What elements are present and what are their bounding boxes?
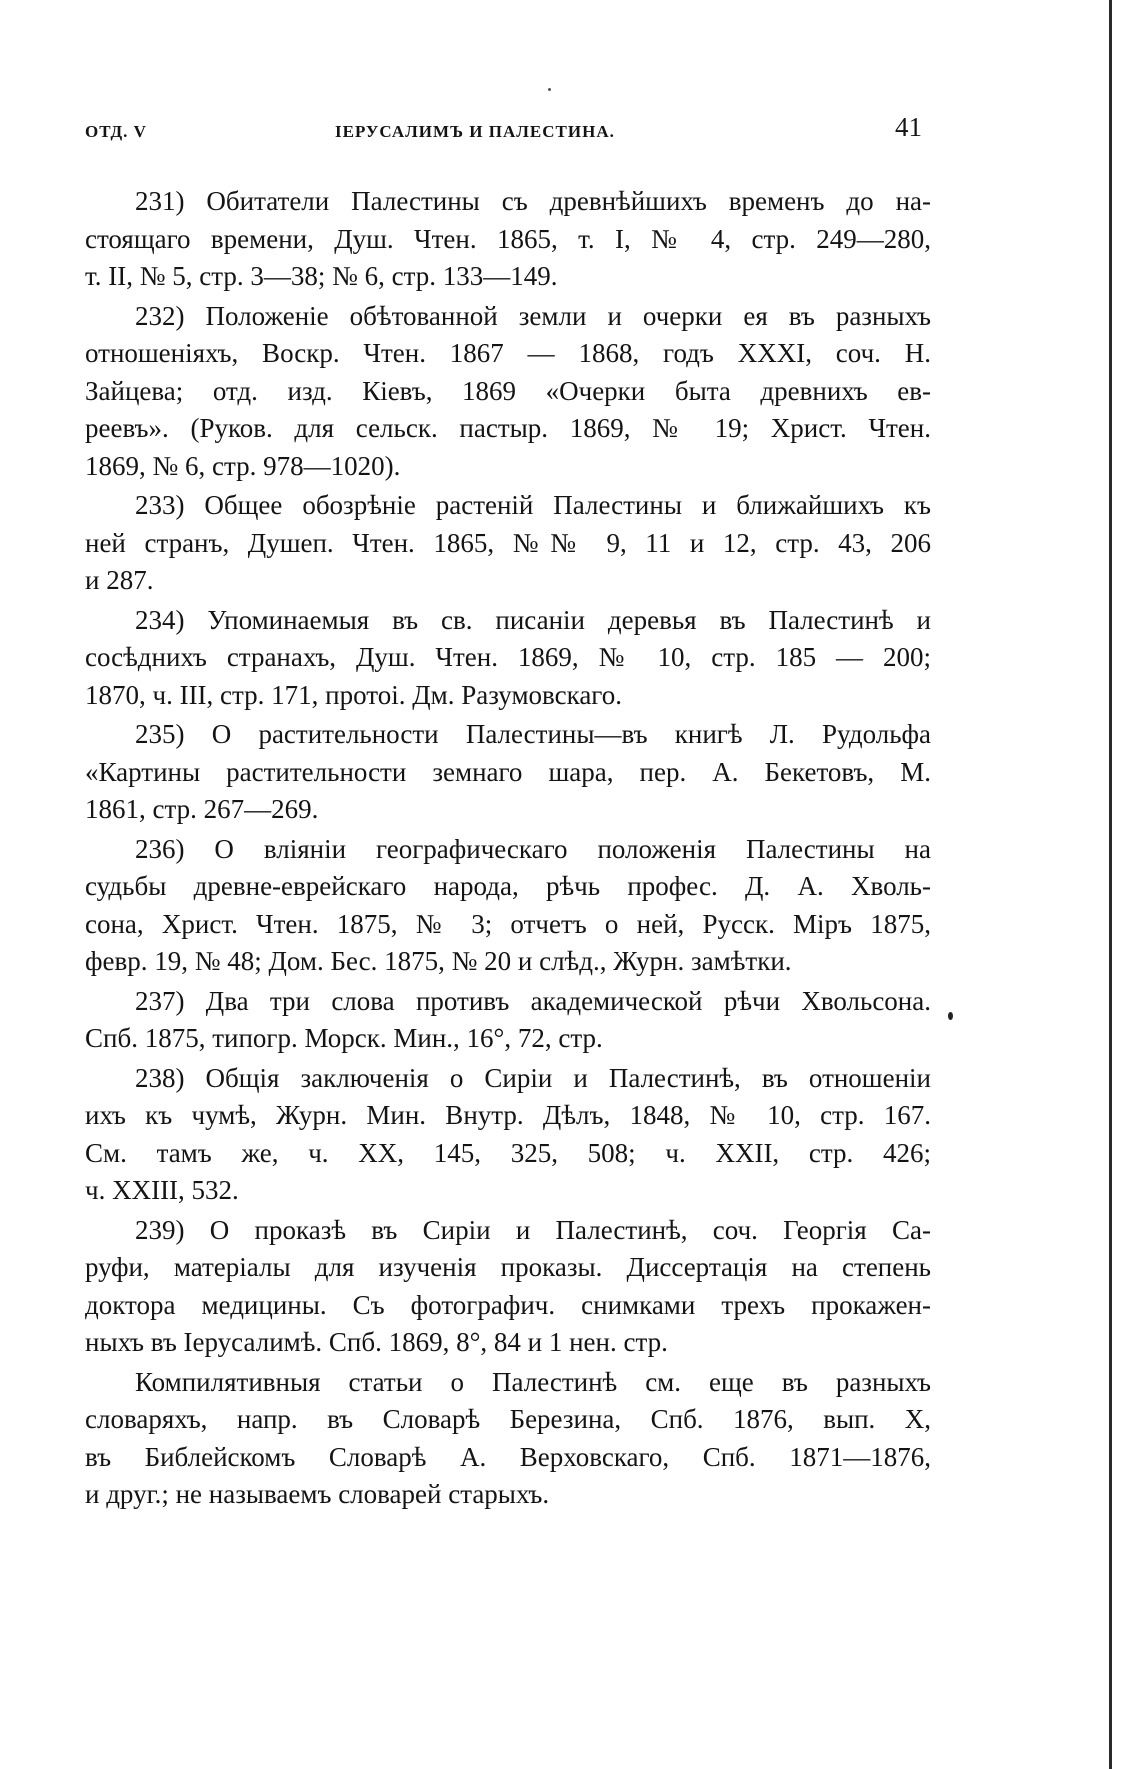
bibliography-entry — [85, 1364, 931, 1514]
entry-line: 238) Общія заключенія о Сиріи и Палестинѣ, въ отношеніи — [135, 1062, 931, 1093]
bibliography-entry — [85, 183, 931, 296]
entry-line: въ Библейскомъ Словарѣ А. Верховскаго, Спб. 1871—1876, — [85, 1441, 931, 1472]
entry-line: и друг.; не называемъ словарей старыхъ. — [85, 1479, 550, 1509]
entry-line: См. тамъ же, ч. XX, 145, 325, 508; ч. XXII, стр. 426; — [85, 1137, 931, 1168]
entry-line: руфи, матеріалы для изученія проказы. Диссертація на степень — [85, 1252, 931, 1282]
bibliography-entry — [85, 831, 931, 981]
bibliography-entry — [85, 602, 931, 715]
entry-line: стоящаго времени, Душ. Чтен. 1865, т. I, № 4, стр. 249—280, — [85, 223, 931, 254]
entry-line: ныхъ въ Іерусалимѣ. Спб. 1869, 8°, 84 и 1 нен. стр. — [85, 1327, 668, 1357]
entry-line: словаряхъ, напр. въ Словарѣ Березина, Спб. 1876, вып. X, — [85, 1404, 931, 1434]
entry-line: сона, Христ. Чтен. 1875, № 3; отчетъ о ней, Русск. Міръ 1875, — [85, 908, 931, 939]
entry-line: ней странъ, Душеп. Чтен. 1865, №№ 9, 11 и 12, стр. 43, 206 — [85, 527, 931, 558]
scan-page-edge — [1109, 0, 1112, 1769]
bibliography-entry — [85, 298, 931, 486]
entry-line: 1861, стр. 267—269. — [85, 794, 319, 824]
entry-line: Спб. 1875, типогр. Морск. Мин., 16°, 72, стр. — [85, 1023, 603, 1053]
entry-line: ихъ къ чумѣ, Журн. Мин. Внутр. Дѣлъ, 1848, № 10, стр. 167. — [85, 1100, 931, 1130]
entry-line: Зайцева; отд. изд. Кіевъ, 1869 «Очерки быта древнихъ ев- — [85, 375, 931, 406]
entry-line: 233) Общее обозрѣніе растеній Палестины и ближайшихъ къ — [135, 490, 931, 520]
scan-speck — [948, 1012, 953, 1020]
bibliography-entry — [85, 983, 931, 1058]
entry-line: реевъ». (Руков. для сельск. пастыр. 1869, № 19; Христ. Чтен. — [85, 413, 931, 443]
entry-line: Компилятивныя статьи о Палестинѣ см. еще въ разныхъ — [135, 1366, 931, 1397]
entry-line: ч. XXIII, 532. — [85, 1175, 239, 1205]
running-title: ІЕРУСАЛИМЪ И ПАЛЕСТИНА. — [335, 122, 615, 141]
scan-speck — [548, 88, 551, 91]
bibliography-entry — [85, 487, 931, 600]
entry-line: 235) О растительности Палестины—въ книгѣ Л. Рудольфа — [135, 719, 931, 749]
entry-line: 1870, ч. III, стр. 171, протоі. Дм. Разумовскаго. — [85, 679, 622, 710]
section-label: ОТД. V — [85, 122, 147, 141]
page-number: 41 — [895, 112, 922, 142]
entry-line: 236) О вліяніи географическаго положенія Палестины на — [135, 833, 931, 864]
bibliography-entry — [85, 1060, 931, 1210]
bibliography-list — [85, 183, 931, 1515]
entry-line: 234) Упоминаемыя въ св. писаніи деревья въ Палестинѣ и — [135, 604, 931, 635]
entry-line: т. II, № 5, стр. 3—38; № 6, стр. 133—149. — [85, 261, 558, 291]
entry-line: 1869, № 6, стр. 978—1020). — [85, 450, 401, 481]
entry-line: 232) Положеніе обѣтованной земли и очерки ея въ разныхъ — [135, 300, 931, 331]
bibliography-entry — [85, 1212, 931, 1362]
entry-line: доктора медицины. Съ фотографич. снимками трехъ прокажен- — [85, 1289, 931, 1320]
entry-line: и 287. — [85, 565, 154, 595]
entry-line: 231) Обитатели Палестины съ древнѣйшихъ временъ до на- — [135, 186, 931, 216]
entry-line: февр. 19, № 48; Дом. Бес. 1875, № 20 и слѣд., Журн. замѣтки. — [85, 946, 792, 976]
entry-line: «Картины растительности земнаго шара, пер. А. Бекетовъ, М. — [85, 756, 931, 787]
entry-line: отношеніяхъ, Воскр. Чтен. 1867 — 1868, годъ XXXI, соч. Н. — [85, 338, 931, 368]
entry-line: судьбы древне-еврейскаго народа, рѣчь профес. Д. А. Хволь- — [85, 871, 931, 901]
entry-line: 239) О проказѣ въ Сиріи и Палестинѣ, соч. Георгія Са- — [135, 1214, 931, 1245]
running-header — [85, 112, 930, 148]
entry-line: сосѣднихъ странахъ, Душ. Чтен. 1869, № 10, стр. 185 — 200; — [85, 642, 931, 672]
entry-line: 237) Два три слова противъ академической рѣчи Хвольсона. — [135, 985, 931, 1016]
bibliography-entry — [85, 716, 931, 829]
